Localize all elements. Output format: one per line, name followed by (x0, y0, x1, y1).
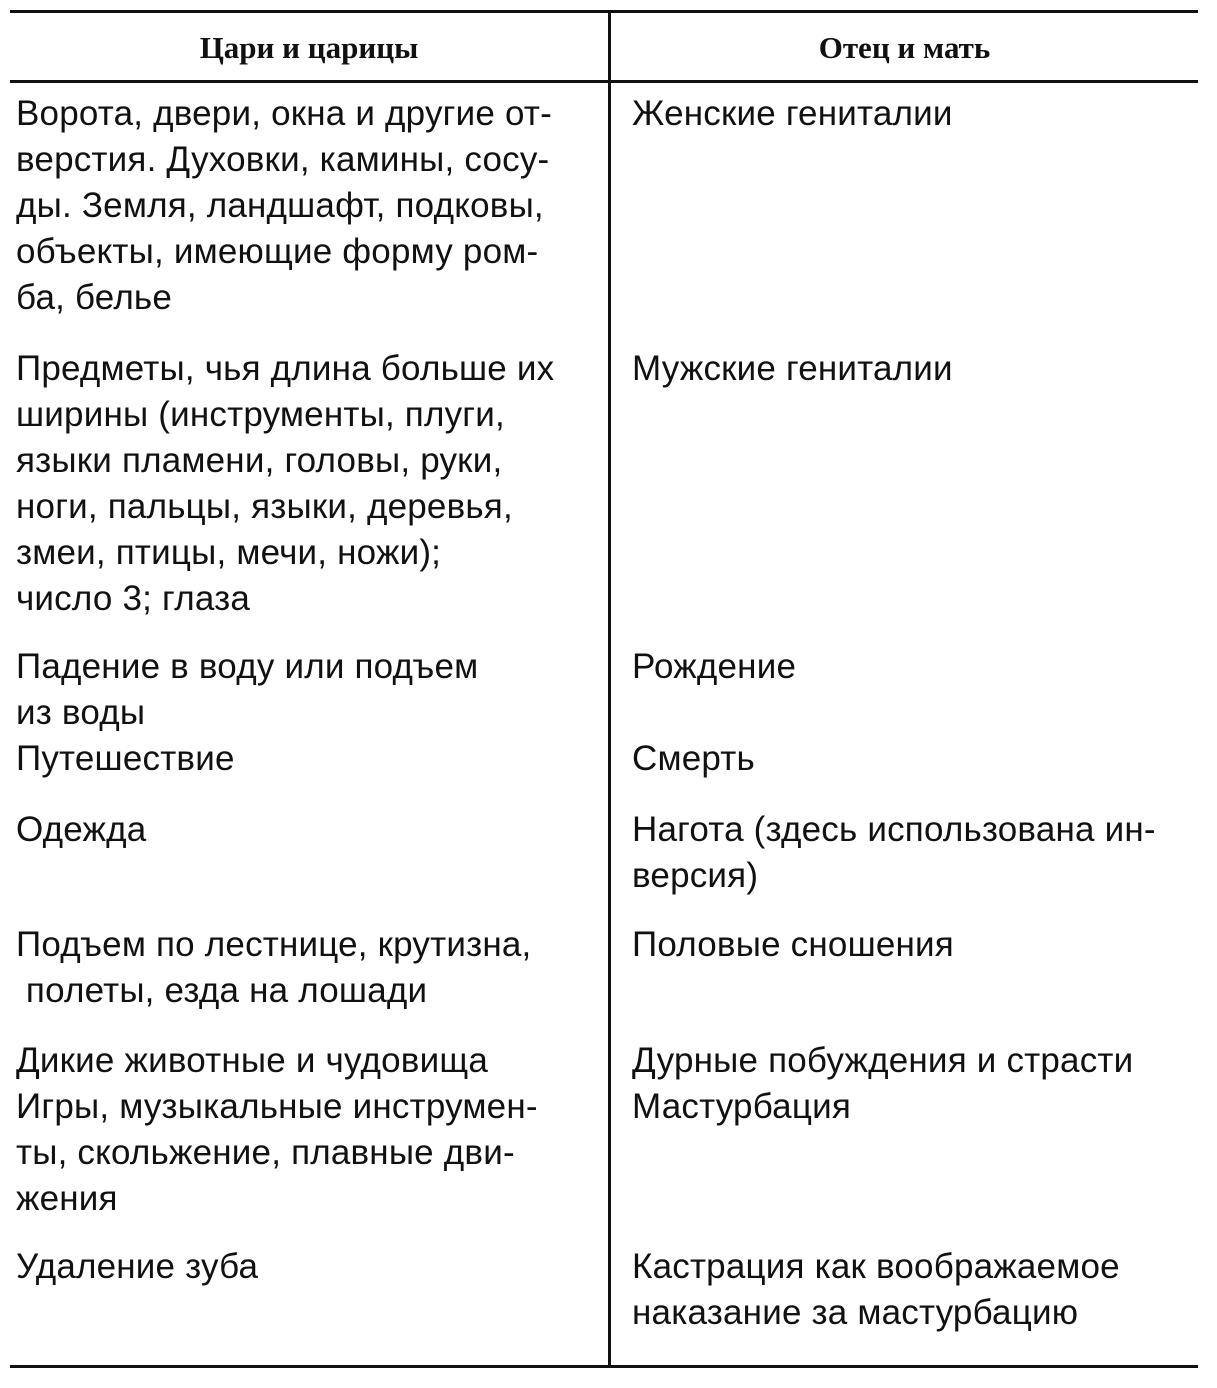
table-bottom-rule (10, 1365, 1198, 1368)
column-header-right: Отец и мать (818, 30, 991, 65)
table-header-rule (10, 80, 1198, 83)
row-7-left: Дикие животные и чудовища (16, 1041, 489, 1080)
row-6-right: Половые сношения (632, 925, 954, 964)
row-8-left: Игры, музыкальные инструмен- ты, скольжение, плавные дви- жения (16, 1087, 538, 1218)
row-9-right: Кастрация как воображаемое наказание за мастурбацию (632, 1247, 1120, 1332)
row-4-left: Путешествие (16, 739, 235, 778)
row-5-left: Одежда (16, 810, 147, 849)
row-4-right: Смерть (632, 739, 755, 778)
row-7-right: Дурные побуждения и страсти (632, 1041, 1134, 1080)
row-1-right: Женские гениталии (632, 94, 953, 133)
column-header-left: Цари и царицы (199, 30, 419, 65)
row-9-left: Удаление зуба (16, 1247, 259, 1286)
row-2-left: Предметы, чья длина больше их ширины (инструменты, плуги, языки пламени, головы, руки, ноги, пальцы, языки, деревья, змеи, птицы, мечи, ножи); число 3; глаза (16, 349, 555, 618)
row-2-right: Мужские гениталии (632, 349, 953, 388)
row-5-right: Нагота (здесь использована ин- версия) (632, 810, 1156, 895)
row-8-right: Мастурбация (632, 1087, 851, 1126)
table-top-rule (10, 10, 1198, 13)
row-6-left: Подъем по лестнице, крутизна, полеты, езда на лошади (16, 925, 532, 1010)
row-3-left: Падение в воду или подъем из воды (16, 647, 479, 732)
column-divider (608, 10, 611, 1368)
row-1-left: Ворота, двери, окна и другие от- верстия. Духовки, камины, сосу- ды. Земля, ландшафт, подковы, объекты, имеющие форму ром- ба, белье (16, 94, 552, 317)
symbol-table (10, 10, 1198, 1368)
row-3-right: Рождение (632, 647, 797, 686)
